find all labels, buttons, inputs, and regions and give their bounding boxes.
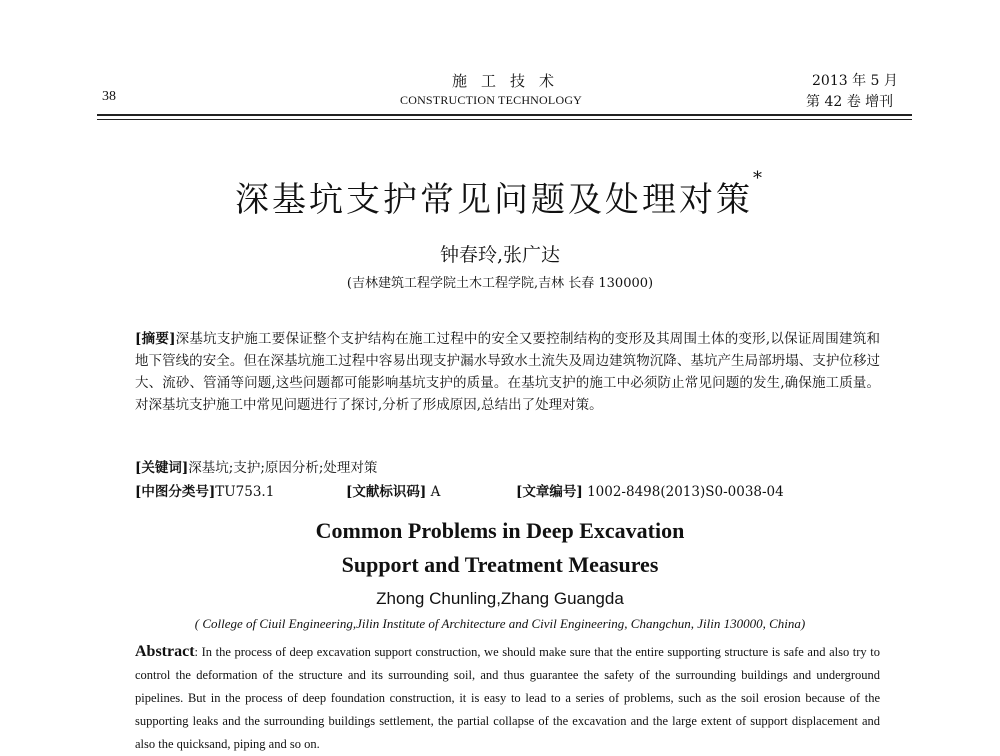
abstract-cn-text: 深基坑支护施工要保证整个支护结构在施工过程中的安全又要控制结构的变形及其周围土体的变形,以保证周围建筑和地下管线的安全。但在深基坑施工过程中容易出现支护漏水导致水土流失及周边建筑物沉降、基坑产生局部坍塌、支护位移过大、流砂、管涌等问题,这些问题都可能影响基坑支护的质量。在基坑支护的施工中必须防止常见问题的发生,确保施工质量。对深基坑支护施工中常见问题进行了探讨,分析了形成原因,总结出了处理对策。 — [135, 331, 880, 413]
journal-name-cn: 施工技术 — [452, 72, 569, 90]
doc-code — [346, 480, 440, 500]
title-en-line1: Common Problems in Deep Excavation — [315, 518, 685, 543]
journal-name-en: CONSTRUCTION TECHNOLOGY — [400, 93, 583, 107]
article-number-value: 1002-8498(2013)S0-0038-04 — [587, 484, 784, 500]
issue-date: 2013 年 5 月 — [812, 73, 898, 89]
clc-label: [中图分类号] — [135, 484, 216, 500]
doc-code-value: A — [430, 484, 441, 500]
keywords-cn — [135, 456, 377, 476]
doc-code-label: [文献标识码] — [346, 484, 427, 500]
keywords-cn-label: [关键词] — [135, 460, 189, 476]
header-rule-thick — [97, 114, 912, 116]
affiliation-cn: (吉林建筑工程学院土木工程学院,吉林 长春 130000) — [346, 276, 654, 291]
abstract-cn — [135, 328, 880, 416]
authors-cn: 钟春玲,张广达 — [439, 244, 561, 266]
abstract-en — [135, 640, 880, 756]
article-number — [516, 480, 784, 500]
issue-volume: 第 42 卷 增刊 — [806, 94, 894, 110]
title-cn-text: 深基坑支护常见问题及处理对策 — [235, 180, 753, 220]
header-rule-thin — [97, 119, 912, 120]
title-en-line2: Support and Treatment Measures — [341, 552, 659, 577]
abstract-en-label: Abstract — [135, 643, 195, 660]
clc-value: TU753.1 — [215, 484, 275, 500]
clc-number — [135, 480, 274, 500]
page-number: 38 — [102, 89, 116, 104]
title-footnote-mark: * — [753, 168, 765, 189]
affiliation-en: ( College of Ciuil Engineering,Jilin Institute of Architecture and Civil Engineering, Changchun, Jilin 130000, China) — [194, 616, 806, 631]
title-cn — [0, 168, 1000, 221]
keywords-cn-text: 深基坑;支护;原因分析;处理对策 — [188, 460, 378, 476]
title-en — [0, 514, 1000, 582]
abstract-en-text: : In the process of deep excavation support construction, we should make sure that the entire supporting structure is safe and also try to control the deformation of the structure and its surrounding soil, and thus guarantee the safety of the surrounding buildings and underground pipelines. But in the process of deep foundation construction, it is easy to lead to a series of problems, such as the soil erosion because of the supporting leaks and the surrounding buildings settlement, the partial collapse of the excavation and the large extent of support displacement and also the quicksand, piping and so on. — [135, 645, 880, 751]
abstract-cn-label: [摘要] — [135, 331, 176, 347]
authors-en: Zhong Chunling,Zhang Guangda — [376, 589, 624, 608]
article-number-label: [文章编号] — [516, 484, 583, 500]
